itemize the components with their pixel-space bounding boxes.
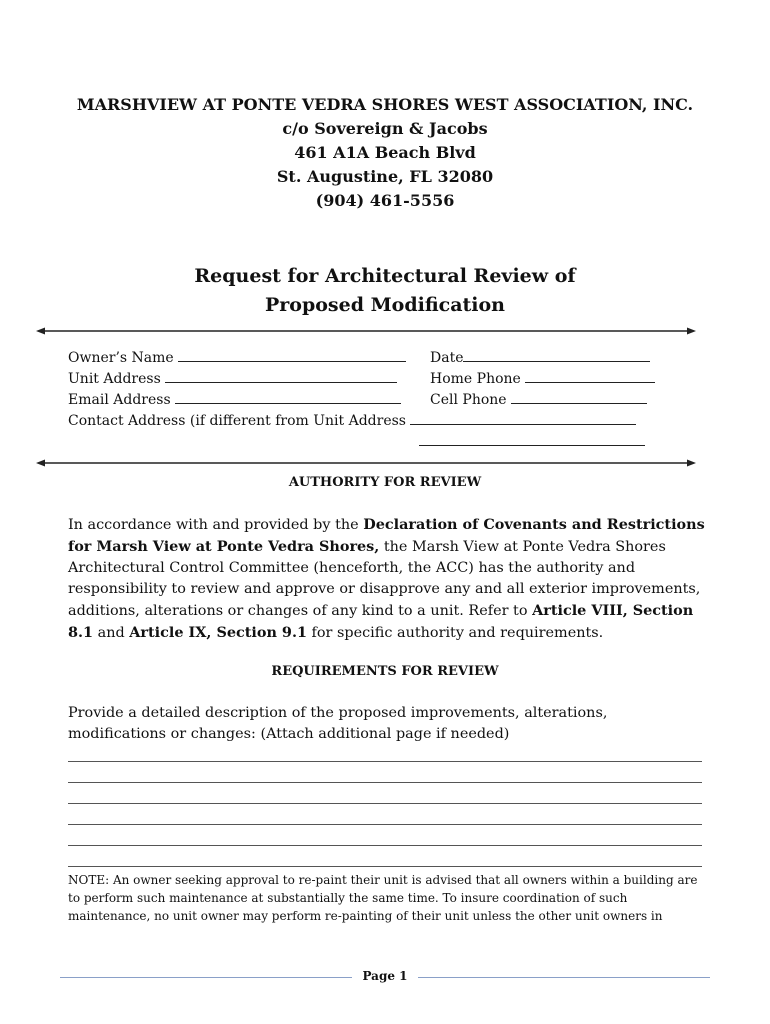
home-phone-field[interactable] bbox=[430, 369, 655, 389]
date-blank[interactable] bbox=[463, 348, 650, 362]
page-number: Page 1 bbox=[362, 969, 408, 983]
double-arrow-divider-top bbox=[36, 327, 696, 335]
double-arrow-divider-bottom bbox=[36, 459, 696, 467]
requirements-instructions: Provide a detailed description of the proposed improvements, alterations, modifications or changes: (Attach additional page if needed) bbox=[68, 705, 608, 742]
description-line[interactable] bbox=[68, 761, 702, 762]
authority-paragraph: In accordance with and provided by the Declaration of Covenants and Restrictions for Marsh View at Ponte Vedra Shores, the Marsh View at Ponte Vedra Shores Architectural Control Committee (henceforth, the ACC) has the authority and responsibility to review and approve or disapprove any and all exterior improvements, additions, alterations or changes of any kind to a unit. Refer to Article VIII, Section 8.1 and Article IX, Section 9.1 for specific authority and requirements. bbox=[68, 516, 705, 641]
description-line[interactable] bbox=[68, 782, 702, 783]
care-of: c/o Sovereign & Jacobs bbox=[282, 119, 488, 138]
declaration-reference: Declaration of Covenants and Restrictions for Marsh View at Ponte Vedra Shores, bbox=[68, 516, 705, 555]
contact-address-blank-2[interactable] bbox=[419, 432, 645, 446]
contact-address-line-2[interactable] bbox=[419, 432, 645, 452]
date-field[interactable] bbox=[430, 348, 650, 368]
association-name: MARSHVIEW AT PONTE VEDRA SHORES WEST ASSOCIATION, INC. bbox=[76, 95, 694, 114]
authority-heading: AUTHORITY FOR REVIEW bbox=[288, 475, 482, 490]
contact-address-blank-1[interactable] bbox=[410, 411, 636, 425]
requirements-heading: REQUIREMENTS FOR REVIEW bbox=[271, 664, 499, 679]
description-line[interactable] bbox=[68, 824, 702, 825]
phone-number: (904) 461-5556 bbox=[315, 191, 455, 210]
article-ix-reference: Article IX, Section 9.1 bbox=[129, 624, 307, 641]
contact-address-label: Contact Address (if different from Unit Address bbox=[68, 413, 406, 429]
home-phone-blank[interactable] bbox=[525, 369, 655, 383]
description-line[interactable] bbox=[68, 803, 702, 804]
unit-address-field[interactable] bbox=[68, 369, 397, 389]
unit-address-label: Unit Address bbox=[68, 371, 161, 387]
unit-address-blank[interactable] bbox=[165, 369, 397, 383]
city-state-zip: St. Augustine, FL 32080 bbox=[276, 167, 494, 186]
owners-name-blank[interactable] bbox=[178, 348, 406, 362]
form-title-line-2: Proposed Modification bbox=[265, 294, 505, 316]
description-line[interactable] bbox=[68, 845, 702, 846]
email-address-label: Email Address bbox=[68, 392, 171, 408]
street-address: 461 A1A Beach Blvd bbox=[294, 143, 476, 162]
email-address-blank[interactable] bbox=[175, 390, 401, 404]
article-viii-reference: Article VIII, Section 8.1 bbox=[68, 602, 694, 641]
footer-rule-right bbox=[418, 977, 710, 978]
owners-name-label: Owner’s Name bbox=[68, 350, 174, 366]
description-line[interactable] bbox=[68, 866, 702, 867]
cell-phone-field[interactable] bbox=[430, 390, 647, 410]
cell-phone-label: Cell Phone bbox=[430, 392, 507, 408]
repaint-note: NOTE: An owner seeking approval to re-paint their unit is advised that all owners within a building are to perform such maintenance at substantially the same time. To insure coordination of such maintenance, no unit owner may perform re-painting of their unit unless the other unit owners in bbox=[68, 873, 698, 923]
home-phone-label: Home Phone bbox=[430, 371, 521, 387]
cell-phone-blank[interactable] bbox=[511, 390, 647, 404]
form-title-line-1: Request for Architectural Review of bbox=[194, 265, 576, 287]
owners-name-field[interactable] bbox=[68, 348, 406, 368]
email-address-field[interactable] bbox=[68, 390, 401, 410]
contact-address-field[interactable] bbox=[68, 411, 636, 431]
date-label: Date bbox=[430, 350, 464, 366]
